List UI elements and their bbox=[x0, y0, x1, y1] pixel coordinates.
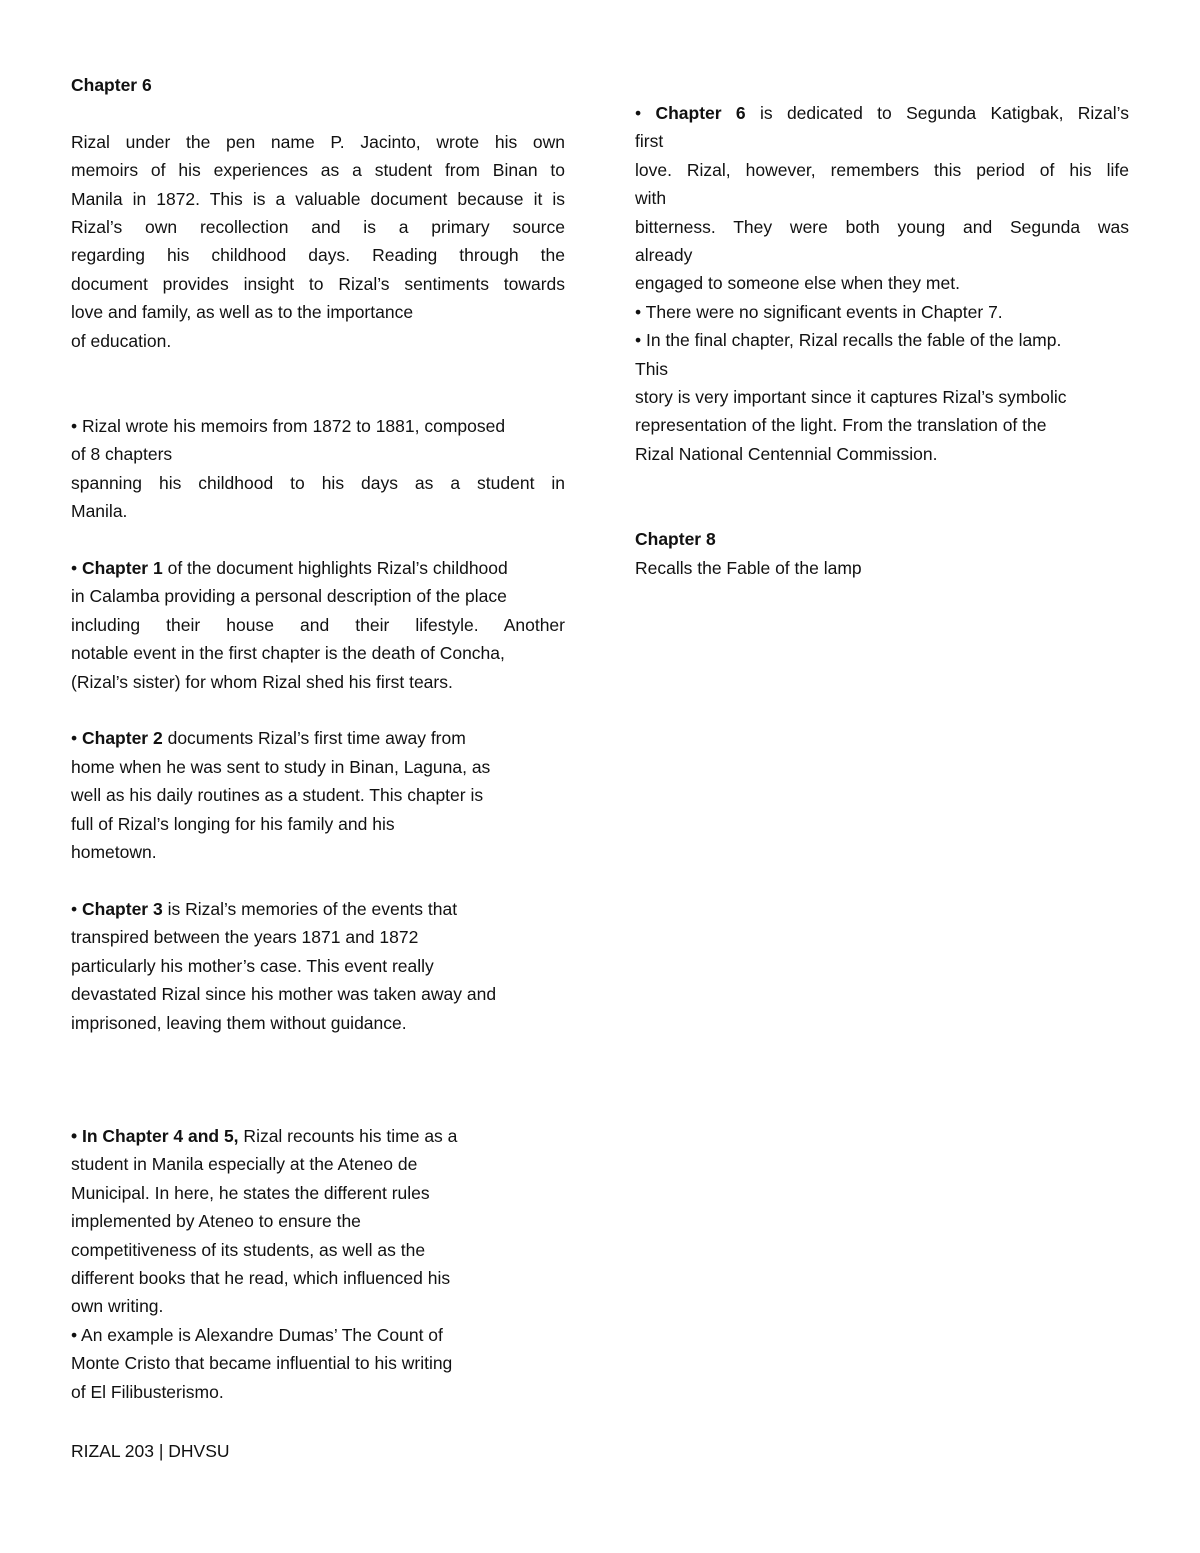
chapter-8-text: Recalls the Fable of the lamp bbox=[635, 557, 862, 578]
chapter-4-5-paragraph bbox=[71, 1122, 565, 1406]
intro-line: Rizal’s own recollection and is a primary source bbox=[71, 217, 565, 238]
chapter-3-label: Chapter 3 bbox=[82, 898, 163, 919]
chapter-6-line: first bbox=[635, 131, 664, 152]
chapter-6-line: with bbox=[635, 188, 667, 209]
final-chapter-line: story is very important since it captures Rizal’s symbolic bbox=[635, 387, 1067, 408]
memoirs-line: Manila. bbox=[71, 501, 128, 522]
chapter-1-line: (Rizal’s sister) for whom Rizal shed his first tears. bbox=[71, 671, 453, 692]
chapter-3-line: • Chapter 3 is Rizal’s memories of the events that bbox=[71, 898, 458, 919]
final-chapter-line: This bbox=[635, 358, 669, 379]
intro-paragraph bbox=[71, 128, 565, 355]
chapter-4-5-line: implemented by Ateneo to ensure the bbox=[71, 1211, 361, 1232]
intro-line: Rizal under the pen name P. Jacinto, wrote his own bbox=[71, 131, 565, 152]
chapter-6-line: love. Rizal, however, remembers this period of his life bbox=[635, 159, 1129, 180]
final-chapter-line: representation of the light. From the translation of the bbox=[635, 415, 1047, 436]
chapter-1-paragraph bbox=[71, 554, 565, 696]
chapter-2-line: • Chapter 2 documents Rizal’s first time away from bbox=[71, 728, 466, 749]
memoirs-line: • Rizal wrote his memoirs from 1872 to 1881, composed bbox=[71, 416, 506, 437]
memoirs-line: spanning his childhood to his days as a student in bbox=[71, 472, 565, 493]
memoirs-paragraph bbox=[71, 412, 565, 526]
chapter-2-line: home when he was sent to study in Binan, Laguna, as bbox=[71, 756, 491, 777]
final-chapter-line: • In the final chapter, Rizal recalls the fable of the lamp. bbox=[635, 330, 1062, 351]
chapter-6-paragraph bbox=[635, 99, 1129, 468]
chapter-4-5-line: different books that he read, which influenced his bbox=[71, 1267, 451, 1288]
example-line: of El Filibusterismo. bbox=[71, 1381, 224, 1402]
chapter-6-label: Chapter 6 bbox=[655, 103, 746, 123]
chapter-1-line: including their house and their lifestyle. Another bbox=[71, 614, 565, 635]
chapter-4-5-line: own writing. bbox=[71, 1296, 164, 1317]
example-line: Monte Cristo that became influential to his writing bbox=[71, 1353, 453, 1374]
chapter-2-line: well as his daily routines as a student. This chapter is bbox=[71, 785, 484, 806]
chapter-1-line: notable event in the first chapter is the death of Concha, bbox=[71, 643, 505, 664]
intro-line: regarding his childhood days. Reading through the bbox=[71, 245, 565, 266]
final-chapter-line: Rizal National Centennial Commission. bbox=[635, 443, 938, 464]
intro-line: document provides insight to Rizal’s sentiments towards bbox=[71, 273, 565, 294]
intro-line: love and family, as well as to the importance bbox=[71, 302, 414, 323]
chapter-4-5-line: student in Manila especially at the Ateneo de bbox=[71, 1154, 418, 1175]
chapter-2-line: full of Rizal’s longing for his family and his bbox=[71, 813, 395, 834]
chapter-4-5-line: Municipal. In here, he states the different rules bbox=[71, 1182, 430, 1203]
memoirs-line: of 8 chapters bbox=[71, 444, 173, 465]
chapter-3-paragraph bbox=[71, 895, 565, 1037]
chapter-4-5-line: competitiveness of its students, as well as the bbox=[71, 1239, 426, 1260]
chapter-1-line: in Calamba providing a personal description of the place bbox=[71, 586, 507, 607]
chapter-6-line: already bbox=[635, 245, 693, 266]
chapter-8-section bbox=[635, 525, 1129, 582]
right-column bbox=[635, 99, 1129, 582]
chapter-2-paragraph bbox=[71, 724, 565, 866]
chapter-4-5-line: • In Chapter 4 and 5, Rizal recounts his time as a bbox=[71, 1125, 458, 1146]
chapter-6-line: • Chapter 6 is dedicated to Segunda Katigbak, Rizal’s bbox=[635, 103, 1129, 123]
chapter-8-heading: Chapter 8 bbox=[635, 529, 716, 550]
chapter-4-5-label: • In Chapter 4 and 5, bbox=[71, 1125, 239, 1146]
chapter-6-heading: Chapter 6 bbox=[71, 75, 152, 95]
chapter-3-line: devastated Rizal since his mother was taken away and bbox=[71, 984, 497, 1005]
chapter-6-line: bitterness. They were both young and Segunda was bbox=[635, 216, 1129, 237]
page-footer: RIZAL 203 | DHVSU bbox=[71, 1441, 230, 1461]
intro-line: of education. bbox=[71, 330, 172, 351]
chapter-3-line: particularly his mother’s case. This event really bbox=[71, 955, 434, 976]
chapter-3-line: transpired between the years 1871 and 1872 bbox=[71, 927, 419, 948]
intro-line: memoirs of his experiences as a student from Binan to bbox=[71, 160, 565, 181]
chapter-3-line: imprisoned, leaving them without guidance. bbox=[71, 1012, 407, 1033]
chapter-1-label: Chapter 1 bbox=[82, 558, 163, 579]
chapter-2-label: Chapter 2 bbox=[82, 728, 163, 749]
chapter-1-line: • Chapter 1 of the document highlights Rizal’s childhood bbox=[71, 558, 508, 579]
example-line: • An example is Alexandre Dumas’ The Count of bbox=[71, 1324, 443, 1345]
intro-line: Manila in 1872. This is a valuable document because it is bbox=[71, 188, 565, 209]
chapter-7-line: • There were no significant events in Chapter 7. bbox=[635, 301, 1003, 322]
left-column bbox=[71, 71, 565, 1406]
chapter-2-line: hometown. bbox=[71, 842, 157, 863]
chapter-6-line: engaged to someone else when they met. bbox=[635, 273, 960, 294]
